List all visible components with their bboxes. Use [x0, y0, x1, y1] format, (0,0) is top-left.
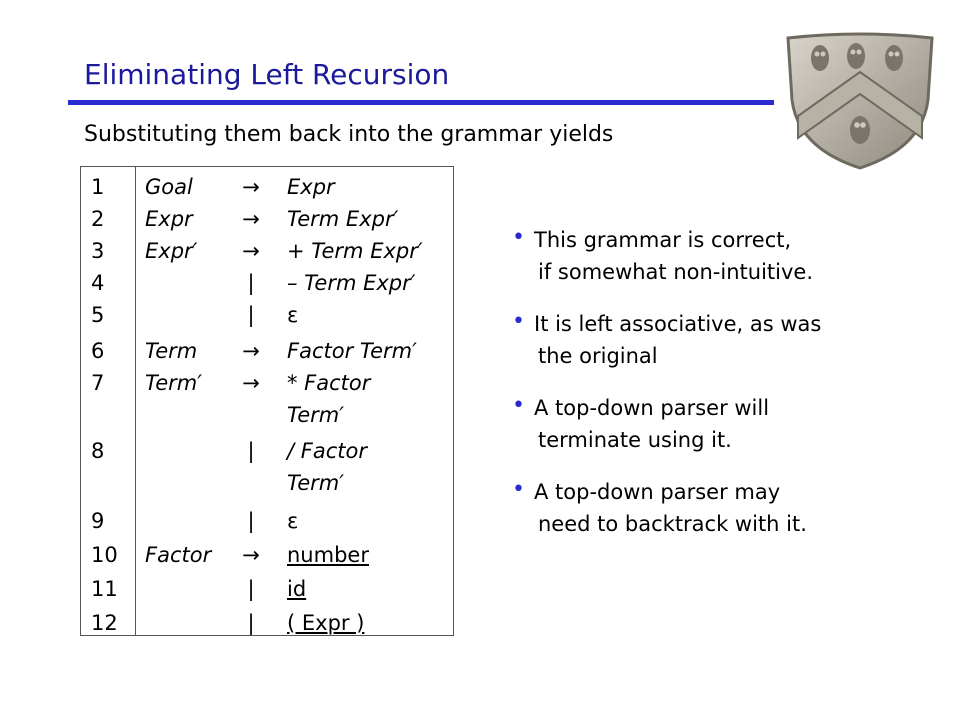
- rule-operator: |: [247, 509, 255, 533]
- slide-title: Eliminating Left Recursion: [84, 58, 450, 91]
- bullet-line: if somewhat non-intuitive.: [538, 260, 813, 284]
- grammar-row: [81, 607, 453, 639]
- bullet-dot-icon: •: [512, 225, 525, 250]
- rule-rhs: id: [287, 577, 307, 601]
- grammar-row: [81, 539, 453, 571]
- rule-rhs: ( Expr ): [287, 611, 365, 635]
- rule-rhs: ε: [287, 509, 299, 533]
- rule-operator: |: [247, 271, 255, 295]
- rule-rhs: / Factor: [287, 439, 367, 463]
- grammar-row: [81, 435, 453, 467]
- title-underline: [68, 100, 774, 105]
- rule-operator: |: [247, 577, 255, 601]
- slide-subtitle: Substituting them back into the grammar yields: [84, 122, 614, 147]
- bullet-dot-icon: •: [512, 309, 525, 334]
- grammar-row: [81, 235, 453, 267]
- grammar-row: [81, 171, 453, 203]
- grammar-row: [81, 299, 453, 331]
- rule-operator: →: [242, 543, 260, 567]
- bullet-line: It is left associative, as was: [534, 312, 822, 336]
- rule-rhs: Term′: [287, 403, 345, 427]
- grammar-row: [81, 399, 453, 431]
- bullet-line: need to backtrack with it.: [538, 512, 807, 536]
- rule-number: 4: [91, 271, 105, 295]
- grammar-table: [80, 166, 454, 636]
- shield-crest-icon: [782, 30, 938, 170]
- grammar-row: [81, 505, 453, 537]
- rule-number: 9: [91, 509, 105, 533]
- rule-lhs: Factor: [145, 543, 212, 567]
- grammar-row: [81, 367, 453, 399]
- rule-lhs: Term: [145, 339, 198, 363]
- grammar-row: [81, 203, 453, 235]
- rule-rhs: – Term Expr′: [287, 271, 416, 295]
- rule-number: 1: [91, 175, 105, 199]
- bullet-line: A top-down parser may: [534, 480, 781, 504]
- rule-operator: |: [247, 611, 255, 635]
- rule-rhs: Expr: [287, 175, 335, 199]
- bullet-list: [512, 224, 932, 560]
- rule-number: 12: [91, 611, 118, 635]
- grammar-row: [81, 335, 453, 367]
- grammar-row: [81, 467, 453, 499]
- bullet-dot-icon: •: [512, 477, 525, 502]
- rule-number: 8: [91, 439, 105, 463]
- rule-number: 3: [91, 239, 105, 263]
- rule-rhs: + Term Expr′: [287, 239, 423, 263]
- rule-number: 10: [91, 543, 118, 567]
- bullet-item: [512, 476, 932, 540]
- rule-number: 5: [91, 303, 105, 327]
- rule-number: 11: [91, 577, 118, 601]
- rule-operator: →: [242, 207, 260, 231]
- rule-operator: →: [242, 371, 260, 395]
- rule-number: 6: [91, 339, 105, 363]
- grammar-row: [81, 267, 453, 299]
- rule-operator: →: [242, 339, 260, 363]
- bullet-item: [512, 308, 932, 372]
- bullet-line: the original: [538, 344, 658, 368]
- rule-lhs: Expr: [145, 207, 193, 231]
- grammar-row: [81, 573, 453, 605]
- rule-rhs: Factor Term′: [287, 339, 417, 363]
- rule-lhs: Goal: [145, 175, 193, 199]
- rule-operator: →: [242, 239, 260, 263]
- bullet-dot-icon: •: [512, 393, 525, 418]
- rule-number: 2: [91, 207, 105, 231]
- bullet-line: A top-down parser will: [534, 396, 770, 420]
- bullet-item: [512, 224, 932, 288]
- rule-rhs: Term′: [287, 471, 345, 495]
- rule-rhs: * Factor: [287, 371, 371, 395]
- bullet-line: This grammar is correct,: [534, 228, 792, 252]
- rule-operator: →: [242, 175, 260, 199]
- rule-operator: |: [247, 303, 255, 327]
- rule-rhs: ε: [287, 303, 299, 327]
- rule-lhs: Expr′: [145, 239, 198, 263]
- bullet-item: [512, 392, 932, 456]
- rule-rhs: Term Expr′: [287, 207, 399, 231]
- rule-number: 7: [91, 371, 105, 395]
- rule-operator: |: [247, 439, 255, 463]
- bullet-line: terminate using it.: [538, 428, 732, 452]
- rule-rhs: number: [287, 543, 369, 567]
- rule-lhs: Term′: [145, 371, 203, 395]
